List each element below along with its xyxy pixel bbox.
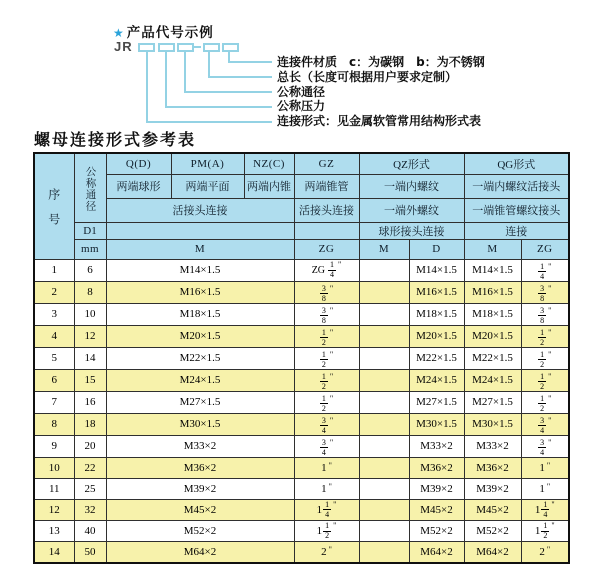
fraction: $\frac{1}{2}$ bbox=[321, 349, 326, 369]
thread-size-value bbox=[320, 351, 333, 369]
cell-dn: 10 bbox=[74, 303, 106, 325]
inch-mark: " bbox=[333, 499, 337, 509]
header-conn2-qz: 球形接头连接 bbox=[359, 222, 464, 239]
cell-qz-d: M22×1.5 bbox=[409, 347, 464, 369]
fraction: $\frac{3}{8}$ bbox=[321, 305, 326, 325]
cell-serial: 4 bbox=[34, 325, 74, 347]
table-title: 螺母连接形式参考表 bbox=[34, 130, 197, 149]
header-group-pma: PM(A) bbox=[171, 153, 244, 174]
table-row bbox=[34, 542, 569, 564]
thread-size-value: 1 " bbox=[321, 460, 332, 474]
header-group-nzc: NZ(C) bbox=[244, 153, 294, 174]
fraction: $\frac{1}{2}$ bbox=[540, 349, 545, 369]
thread-size-value bbox=[538, 373, 551, 391]
table-row bbox=[34, 369, 569, 391]
thread-size-value bbox=[320, 329, 333, 347]
table-row bbox=[34, 391, 569, 413]
cell-m: M27×1.5 bbox=[106, 391, 294, 413]
inch-mark: " bbox=[328, 481, 332, 491]
inch-mark: " bbox=[329, 327, 334, 337]
cell-m: M20×1.5 bbox=[106, 325, 294, 347]
cell-gz bbox=[294, 521, 359, 542]
cell-qg-zg bbox=[521, 391, 569, 413]
cell-qz-m bbox=[359, 259, 409, 281]
cell-qg-m: M33×2 bbox=[464, 435, 521, 457]
cell-gz bbox=[294, 499, 359, 520]
inch-mark: " bbox=[548, 371, 552, 381]
header-unit-qg-m: M bbox=[464, 239, 521, 259]
header-d1: D1 bbox=[74, 222, 106, 239]
fraction: $\frac{3}{4}$ bbox=[321, 437, 326, 457]
code-box-1 bbox=[138, 43, 155, 52]
cell-qz-d: M33×2 bbox=[409, 435, 464, 457]
cell-qg-m: M22×1.5 bbox=[464, 347, 521, 369]
cell-serial: 12 bbox=[34, 499, 74, 520]
cell-dn: 32 bbox=[74, 499, 106, 520]
thread-size-value bbox=[320, 417, 333, 435]
inch-mark: " bbox=[546, 545, 551, 555]
connector-line bbox=[208, 52, 210, 77]
cell-gz bbox=[294, 542, 359, 564]
thread-size-value: 2 " bbox=[539, 545, 551, 559]
cell-gz bbox=[294, 369, 359, 391]
cell-qg-zg bbox=[521, 259, 569, 281]
header-group-qz: QZ形式 bbox=[359, 153, 464, 174]
cell-serial: 7 bbox=[34, 391, 74, 413]
connector-line bbox=[228, 61, 272, 63]
header-dn: 公称通径 bbox=[74, 153, 106, 222]
cell-gz bbox=[294, 457, 359, 478]
cell-gz bbox=[294, 435, 359, 457]
table-row bbox=[34, 499, 569, 520]
cell-qz-d: M45×2 bbox=[409, 499, 464, 520]
table-row bbox=[34, 521, 569, 542]
inch-mark: " bbox=[328, 460, 332, 470]
diagram-label-length: 总长（长度可根据用户要求定制） bbox=[277, 70, 458, 84]
fraction: $\frac{1}{4}$ bbox=[543, 499, 548, 519]
cell-qz-m bbox=[359, 325, 409, 347]
cell-qg-m: M52×2 bbox=[464, 521, 521, 542]
cell-qz-m bbox=[359, 391, 409, 413]
header-group-qd: Q(D) bbox=[106, 153, 171, 174]
cell-gz bbox=[294, 413, 359, 435]
cell-gz bbox=[294, 391, 359, 413]
header-mm: mm bbox=[74, 239, 106, 259]
inch-mark: " bbox=[548, 415, 552, 425]
cell-qg-zg bbox=[521, 478, 569, 499]
inch-mark: " bbox=[329, 393, 334, 403]
cell-m: M33×2 bbox=[106, 435, 294, 457]
table-row bbox=[34, 457, 569, 478]
fraction: $\frac{3}{4}$ bbox=[540, 415, 545, 435]
cell-qz-m bbox=[359, 478, 409, 499]
connector-line bbox=[184, 91, 272, 93]
cell-qg-m: M18×1.5 bbox=[464, 303, 521, 325]
thread-size-value bbox=[538, 417, 551, 435]
fraction: $\frac{3}{4}$ bbox=[321, 415, 326, 435]
cell-serial: 3 bbox=[34, 303, 74, 325]
header-ends-q: 两端球形 bbox=[106, 174, 171, 198]
cell-qz-m bbox=[359, 499, 409, 520]
inch-mark: " bbox=[333, 521, 337, 531]
table-row bbox=[34, 347, 569, 369]
cell-qg-m: M64×2 bbox=[464, 542, 521, 564]
header-unit-m: M bbox=[106, 239, 294, 259]
thread-size-value: 1 " bbox=[539, 481, 551, 495]
cell-serial: 10 bbox=[34, 457, 74, 478]
inch-mark: " bbox=[329, 283, 334, 293]
inch-mark: " bbox=[338, 260, 342, 269]
fraction: $\frac{1}{2}$ bbox=[321, 393, 326, 413]
thread-size-value bbox=[538, 351, 551, 369]
fraction: $\frac{1}{2}$ bbox=[540, 393, 545, 413]
thread-size-value bbox=[538, 307, 551, 325]
cell-qz-d: M18×1.5 bbox=[409, 303, 464, 325]
connector-line bbox=[146, 52, 148, 122]
cell-dn: 50 bbox=[74, 542, 106, 564]
cell-qg-zg bbox=[521, 303, 569, 325]
fraction: $\frac{3}{4}$ bbox=[540, 437, 545, 457]
cell-serial: 9 bbox=[34, 435, 74, 457]
thread-size-value bbox=[320, 307, 333, 325]
cell-dn: 14 bbox=[74, 347, 106, 369]
thread-size-value bbox=[320, 373, 333, 391]
connector-line bbox=[165, 106, 272, 108]
table-body bbox=[34, 259, 569, 563]
fraction: $\frac{1}{2}$ bbox=[321, 327, 326, 347]
fraction: $\frac{1}{2}$ bbox=[543, 521, 548, 541]
cell-qg-m: M27×1.5 bbox=[464, 391, 521, 413]
cell-m: M36×2 bbox=[106, 457, 294, 478]
header-serial: 序号 bbox=[34, 153, 74, 259]
cell-qg-zg bbox=[521, 521, 569, 542]
cell-qz-m bbox=[359, 369, 409, 391]
header-ends-qg: 一端内螺纹活接头 bbox=[464, 174, 569, 198]
cell-qz-d: M52×2 bbox=[409, 521, 464, 542]
cell-m: M22×1.5 bbox=[106, 347, 294, 369]
inch-mark: " bbox=[548, 305, 552, 315]
cell-m: M45×2 bbox=[106, 499, 294, 520]
header-conn-qg: 一端锥管螺纹接头 bbox=[464, 198, 569, 222]
header-ends-qz: 一端内螺纹 bbox=[359, 174, 464, 198]
thread-size-value: ZG $\frac{1}{4}$ " bbox=[311, 260, 342, 279]
fraction: $\frac{1}{2}$ bbox=[321, 371, 326, 391]
cell-m: M24×1.5 bbox=[106, 369, 294, 391]
header-unit-qz-m: M bbox=[359, 239, 409, 259]
diagram-title-text: 产品代号示例 bbox=[126, 25, 214, 41]
code-box-2 bbox=[158, 43, 175, 52]
header-conn-qz: 一端外螺纹 bbox=[359, 198, 464, 222]
cell-qg-m: M30×1.5 bbox=[464, 413, 521, 435]
diagram-label-pressure: 公称压力 bbox=[277, 99, 326, 113]
header-unit-qz-d: D bbox=[409, 239, 464, 259]
fraction: $\frac{3}{8}$ bbox=[540, 305, 545, 325]
cell-dn: 22 bbox=[74, 457, 106, 478]
product-code-prefix: JR bbox=[114, 39, 133, 54]
inch-mark: " bbox=[329, 305, 334, 315]
cell-qg-zg bbox=[521, 281, 569, 303]
cell-dn: 40 bbox=[74, 521, 106, 542]
cell-dn: 16 bbox=[74, 391, 106, 413]
cell-qg-zg bbox=[521, 347, 569, 369]
header-unit-zg: ZG bbox=[294, 239, 359, 259]
cell-qz-d: M27×1.5 bbox=[409, 391, 464, 413]
fraction: $\frac{3}{8}$ bbox=[540, 283, 545, 303]
cell-qg-m: M16×1.5 bbox=[464, 281, 521, 303]
inch-mark: " bbox=[548, 283, 552, 293]
inch-mark: " bbox=[548, 327, 552, 337]
inch-mark: " bbox=[546, 481, 551, 491]
cell-qz-d: M64×2 bbox=[409, 542, 464, 564]
reference-table bbox=[33, 152, 570, 564]
thread-size-value bbox=[538, 329, 551, 347]
cell-dn: 25 bbox=[74, 478, 106, 499]
cell-qg-zg bbox=[521, 499, 569, 520]
star-icon: ★ bbox=[113, 26, 125, 40]
cell-gz bbox=[294, 325, 359, 347]
table-row bbox=[34, 325, 569, 347]
cell-qg-m: M39×2 bbox=[464, 478, 521, 499]
header-conn-gz: 活接头连接 bbox=[294, 198, 359, 222]
cell-m: M64×2 bbox=[106, 542, 294, 564]
cell-m: M18×1.5 bbox=[106, 303, 294, 325]
code-dash bbox=[193, 46, 201, 48]
inch-mark: " bbox=[548, 393, 552, 403]
cell-qz-d: M24×1.5 bbox=[409, 369, 464, 391]
cell-m: M16×1.5 bbox=[106, 281, 294, 303]
thread-size-value bbox=[538, 395, 551, 413]
connector-line bbox=[184, 52, 186, 92]
cell-serial: 6 bbox=[34, 369, 74, 391]
inch-mark: " bbox=[551, 499, 555, 509]
header-group-gz: GZ bbox=[294, 153, 359, 174]
cell-qz-m bbox=[359, 347, 409, 369]
cell-gz bbox=[294, 259, 359, 281]
table-row bbox=[34, 435, 569, 457]
thread-size-value: 1 $\frac{1}{4}$ " bbox=[534, 499, 555, 519]
diagram-label-material: 连接件材质 c：为碳钢 b：为不锈钢 bbox=[277, 55, 485, 69]
fraction: $\frac{1}{4}$ bbox=[540, 261, 545, 281]
fraction: $\frac{1}{2}$ bbox=[540, 371, 545, 391]
code-box-5 bbox=[222, 43, 239, 52]
table-row bbox=[34, 478, 569, 499]
connector-line bbox=[165, 52, 167, 107]
cell-serial: 2 bbox=[34, 281, 74, 303]
cell-qg-zg bbox=[521, 542, 569, 564]
inch-mark: " bbox=[328, 545, 332, 555]
cell-serial: 5 bbox=[34, 347, 74, 369]
header-conn2-qg: 连接 bbox=[464, 222, 569, 239]
thread-size-value: 1 $\frac{1}{2}$ " bbox=[534, 521, 555, 541]
fraction: $\frac{1}{4}$ bbox=[330, 260, 335, 279]
inch-mark: " bbox=[329, 349, 334, 359]
thread-size-value: 1 $\frac{1}{2}$ " bbox=[316, 521, 337, 541]
thread-size-value bbox=[538, 439, 551, 457]
cell-qz-m bbox=[359, 281, 409, 303]
table-row bbox=[34, 259, 569, 281]
inch-mark: " bbox=[329, 371, 334, 381]
cell-qz-d: M16×1.5 bbox=[409, 281, 464, 303]
cell-dn: 18 bbox=[74, 413, 106, 435]
cell-qg-m: M20×1.5 bbox=[464, 325, 521, 347]
reference-table-wrap bbox=[33, 152, 570, 564]
cell-qg-m: M14×1.5 bbox=[464, 259, 521, 281]
header-ends-gz: 两端锥管 bbox=[294, 174, 359, 198]
inch-mark: " bbox=[548, 349, 552, 359]
table-row bbox=[34, 303, 569, 325]
cell-qg-zg bbox=[521, 435, 569, 457]
cell-qz-m bbox=[359, 435, 409, 457]
thread-size-value bbox=[320, 285, 333, 303]
table-row bbox=[34, 281, 569, 303]
fraction: $\frac{1}{2}$ bbox=[325, 521, 330, 541]
cell-m: M30×1.5 bbox=[106, 413, 294, 435]
diagram-label-dn: 公称通径 bbox=[277, 85, 326, 99]
thread-size-value: 1 $\frac{1}{4}$ " bbox=[316, 499, 337, 519]
cell-serial: 1 bbox=[34, 259, 74, 281]
cell-m: M52×2 bbox=[106, 521, 294, 542]
cell-qz-m bbox=[359, 457, 409, 478]
table-row bbox=[34, 413, 569, 435]
cell-qz-d: M30×1.5 bbox=[409, 413, 464, 435]
header-ends-nz: 两端内锥 bbox=[244, 174, 294, 198]
cell-gz bbox=[294, 478, 359, 499]
cell-m: M39×2 bbox=[106, 478, 294, 499]
cell-qz-d: M14×1.5 bbox=[409, 259, 464, 281]
cell-qg-m: M45×2 bbox=[464, 499, 521, 520]
thread-size-value: 1 " bbox=[539, 460, 551, 474]
cell-gz bbox=[294, 303, 359, 325]
cell-qz-m bbox=[359, 521, 409, 542]
cell-qz-m bbox=[359, 303, 409, 325]
cell-qg-zg bbox=[521, 413, 569, 435]
cell-qg-m: M36×2 bbox=[464, 457, 521, 478]
diagram-title bbox=[113, 21, 214, 41]
cell-serial: 11 bbox=[34, 478, 74, 499]
connector-line bbox=[208, 76, 272, 78]
thread-size-value: 1 " bbox=[321, 481, 332, 495]
cell-dn: 15 bbox=[74, 369, 106, 391]
header-ends-pm: 两端平面 bbox=[171, 174, 244, 198]
fraction: $\frac{3}{8}$ bbox=[321, 283, 326, 303]
cell-qz-m bbox=[359, 413, 409, 435]
cell-serial: 13 bbox=[34, 521, 74, 542]
thread-size-value: 2 " bbox=[321, 545, 332, 559]
inch-mark: " bbox=[551, 521, 555, 531]
thread-size-value bbox=[320, 439, 333, 457]
inch-mark: " bbox=[548, 437, 552, 447]
thread-size-value bbox=[320, 395, 333, 413]
cell-qg-m: M24×1.5 bbox=[464, 369, 521, 391]
connector-line bbox=[146, 121, 272, 123]
header-group-qg: QG形式 bbox=[464, 153, 569, 174]
header-unit-qg-zg: ZG bbox=[521, 239, 569, 259]
header-empty-cell bbox=[106, 222, 294, 239]
cell-gz bbox=[294, 281, 359, 303]
inch-mark: " bbox=[548, 261, 552, 271]
cell-qg-zg bbox=[521, 369, 569, 391]
table-header bbox=[34, 153, 569, 259]
cell-dn: 12 bbox=[74, 325, 106, 347]
cell-dn: 8 bbox=[74, 281, 106, 303]
cell-gz bbox=[294, 347, 359, 369]
inch-mark: " bbox=[329, 415, 334, 425]
cell-qg-zg bbox=[521, 325, 569, 347]
fraction: $\frac{1}{4}$ bbox=[325, 499, 330, 519]
cell-serial: 14 bbox=[34, 542, 74, 564]
inch-mark: " bbox=[546, 460, 551, 470]
thread-size-value bbox=[538, 263, 551, 281]
header-empty-cell bbox=[294, 222, 359, 239]
thread-size-value bbox=[538, 285, 551, 303]
code-box-4 bbox=[203, 43, 220, 52]
code-box-3 bbox=[177, 43, 194, 52]
cell-serial: 8 bbox=[34, 413, 74, 435]
header-conn-union: 活接头连接 bbox=[106, 198, 294, 222]
cell-qz-d: M20×1.5 bbox=[409, 325, 464, 347]
cell-qz-d: M36×2 bbox=[409, 457, 464, 478]
cell-qz-d: M39×2 bbox=[409, 478, 464, 499]
fraction: $\frac{1}{2}$ bbox=[540, 327, 545, 347]
cell-qz-m bbox=[359, 542, 409, 564]
cell-dn: 6 bbox=[74, 259, 106, 281]
cell-qg-zg bbox=[521, 457, 569, 478]
cell-dn: 20 bbox=[74, 435, 106, 457]
inch-mark: " bbox=[329, 437, 334, 447]
cell-m: M14×1.5 bbox=[106, 259, 294, 281]
diagram-label-connection: 连接形式：见金属软管常用结构形式表 bbox=[277, 114, 482, 128]
